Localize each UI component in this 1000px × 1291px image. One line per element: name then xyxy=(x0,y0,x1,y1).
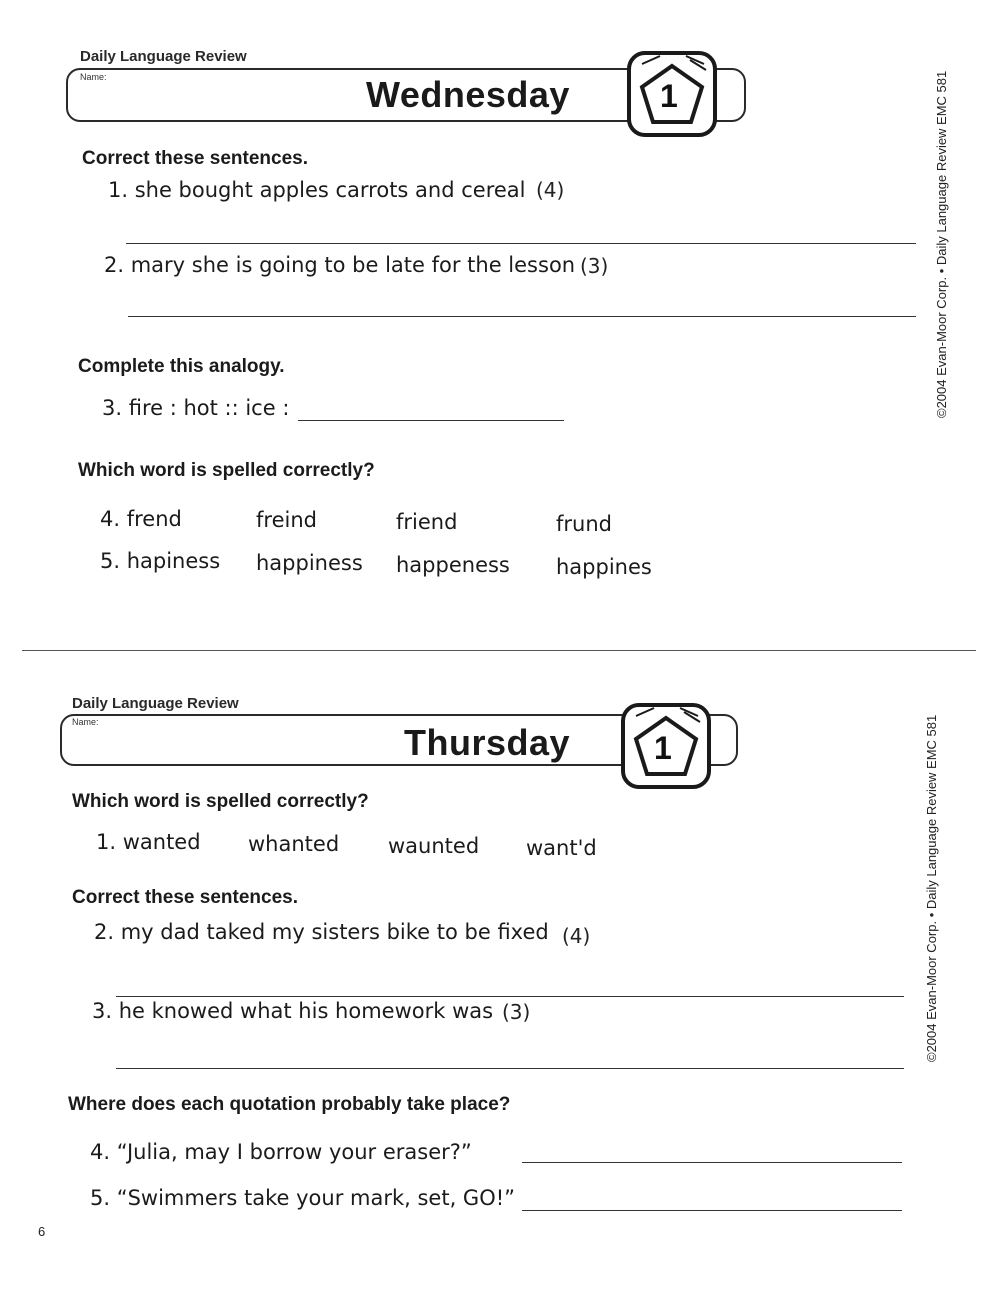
wednesday-q5-option[interactable]: happines xyxy=(556,555,652,579)
wednesday-q2-answer-line[interactable] xyxy=(128,316,916,317)
wednesday-analogy-heading: Complete this analogy. xyxy=(78,356,285,377)
thursday-q1-label: 1. wanted xyxy=(96,830,201,854)
wednesday-brand: Daily Language Review xyxy=(80,48,247,65)
thursday-q4-text: 4. “Julia, may I borrow your eraser?” xyxy=(90,1140,472,1164)
thursday-q3-mark: (3) xyxy=(502,1000,531,1024)
thursday-correct-heading: Correct these sentences. xyxy=(72,887,298,908)
thursday-q1-option[interactable]: waunted xyxy=(388,834,480,858)
wednesday-q4-option[interactable]: friend xyxy=(396,510,458,534)
thursday-quotation-heading: Where does each quotation probably take place? xyxy=(68,1094,511,1115)
wednesday-q2-mark: (3) xyxy=(580,254,609,278)
thursday-q3-answer-line[interactable] xyxy=(116,1068,904,1069)
wednesday-correct-heading: Correct these sentences. xyxy=(82,148,308,169)
thursday-q2-text: 2. my dad taked my sisters bike to be fixed xyxy=(94,920,549,944)
thursday-spelling-heading: Which word is spelled correctly? xyxy=(72,791,369,812)
wednesday-day-title: Wednesday xyxy=(366,74,570,115)
thursday-q1-option[interactable]: want'd xyxy=(526,836,597,860)
thursday-lesson-number: 1 xyxy=(654,730,672,766)
wednesday-lesson-number: 1 xyxy=(660,78,678,114)
thursday-copyright: ©2004 Evan-Moor Corp. • Daily Language Review EMC 581 xyxy=(924,714,939,1062)
wednesday-q5-option[interactable]: happiness xyxy=(256,551,363,575)
thursday-name-label: Name: xyxy=(72,717,99,727)
wednesday-q3-text: 3. fire : hot :: ice : xyxy=(102,396,290,420)
thursday-q5-text: 5. “Swimmers take your mark, set, GO!” xyxy=(90,1186,516,1210)
thursday-q4-answer-line[interactable] xyxy=(522,1162,902,1163)
thursday-q3-text: 3. he knowed what his homework was xyxy=(92,999,494,1023)
wednesday-q5-label: 5. hapiness xyxy=(100,549,221,573)
wednesday-name-label: Name: xyxy=(80,72,107,82)
wednesday-q5-option[interactable]: happeness xyxy=(396,553,510,577)
wednesday-spelling-heading: Which word is spelled correctly? xyxy=(78,460,375,481)
thursday-brand: Daily Language Review xyxy=(72,695,239,712)
wednesday-q1-answer-line[interactable] xyxy=(126,243,916,244)
thursday-q5-answer-line[interactable] xyxy=(522,1210,902,1211)
wednesday-q4-option[interactable]: freind xyxy=(256,508,317,532)
thursday-q2-answer-line[interactable] xyxy=(116,996,904,997)
thursday-day-title: Thursday xyxy=(404,722,571,763)
page-divider xyxy=(22,650,976,651)
wednesday-q4-label: 4. frend xyxy=(100,507,182,531)
wednesday-q1-mark: (4) xyxy=(536,178,565,202)
page-number: 6 xyxy=(38,1224,46,1239)
wednesday-q2-text: 2. mary she is going to be late for the lesson xyxy=(104,253,576,277)
wednesday-q4-option[interactable]: frund xyxy=(556,512,612,536)
wednesday-q1-text: 1. she bought apples carrots and cereal xyxy=(108,178,526,202)
thursday-q1-option[interactable]: whanted xyxy=(248,832,340,856)
thursday-q2-mark: (4) xyxy=(562,924,591,948)
wednesday-copyright: ©2004 Evan-Moor Corp. • Daily Language Review EMC 581 xyxy=(934,70,949,418)
wednesday-q3-answer-line[interactable] xyxy=(298,420,564,421)
